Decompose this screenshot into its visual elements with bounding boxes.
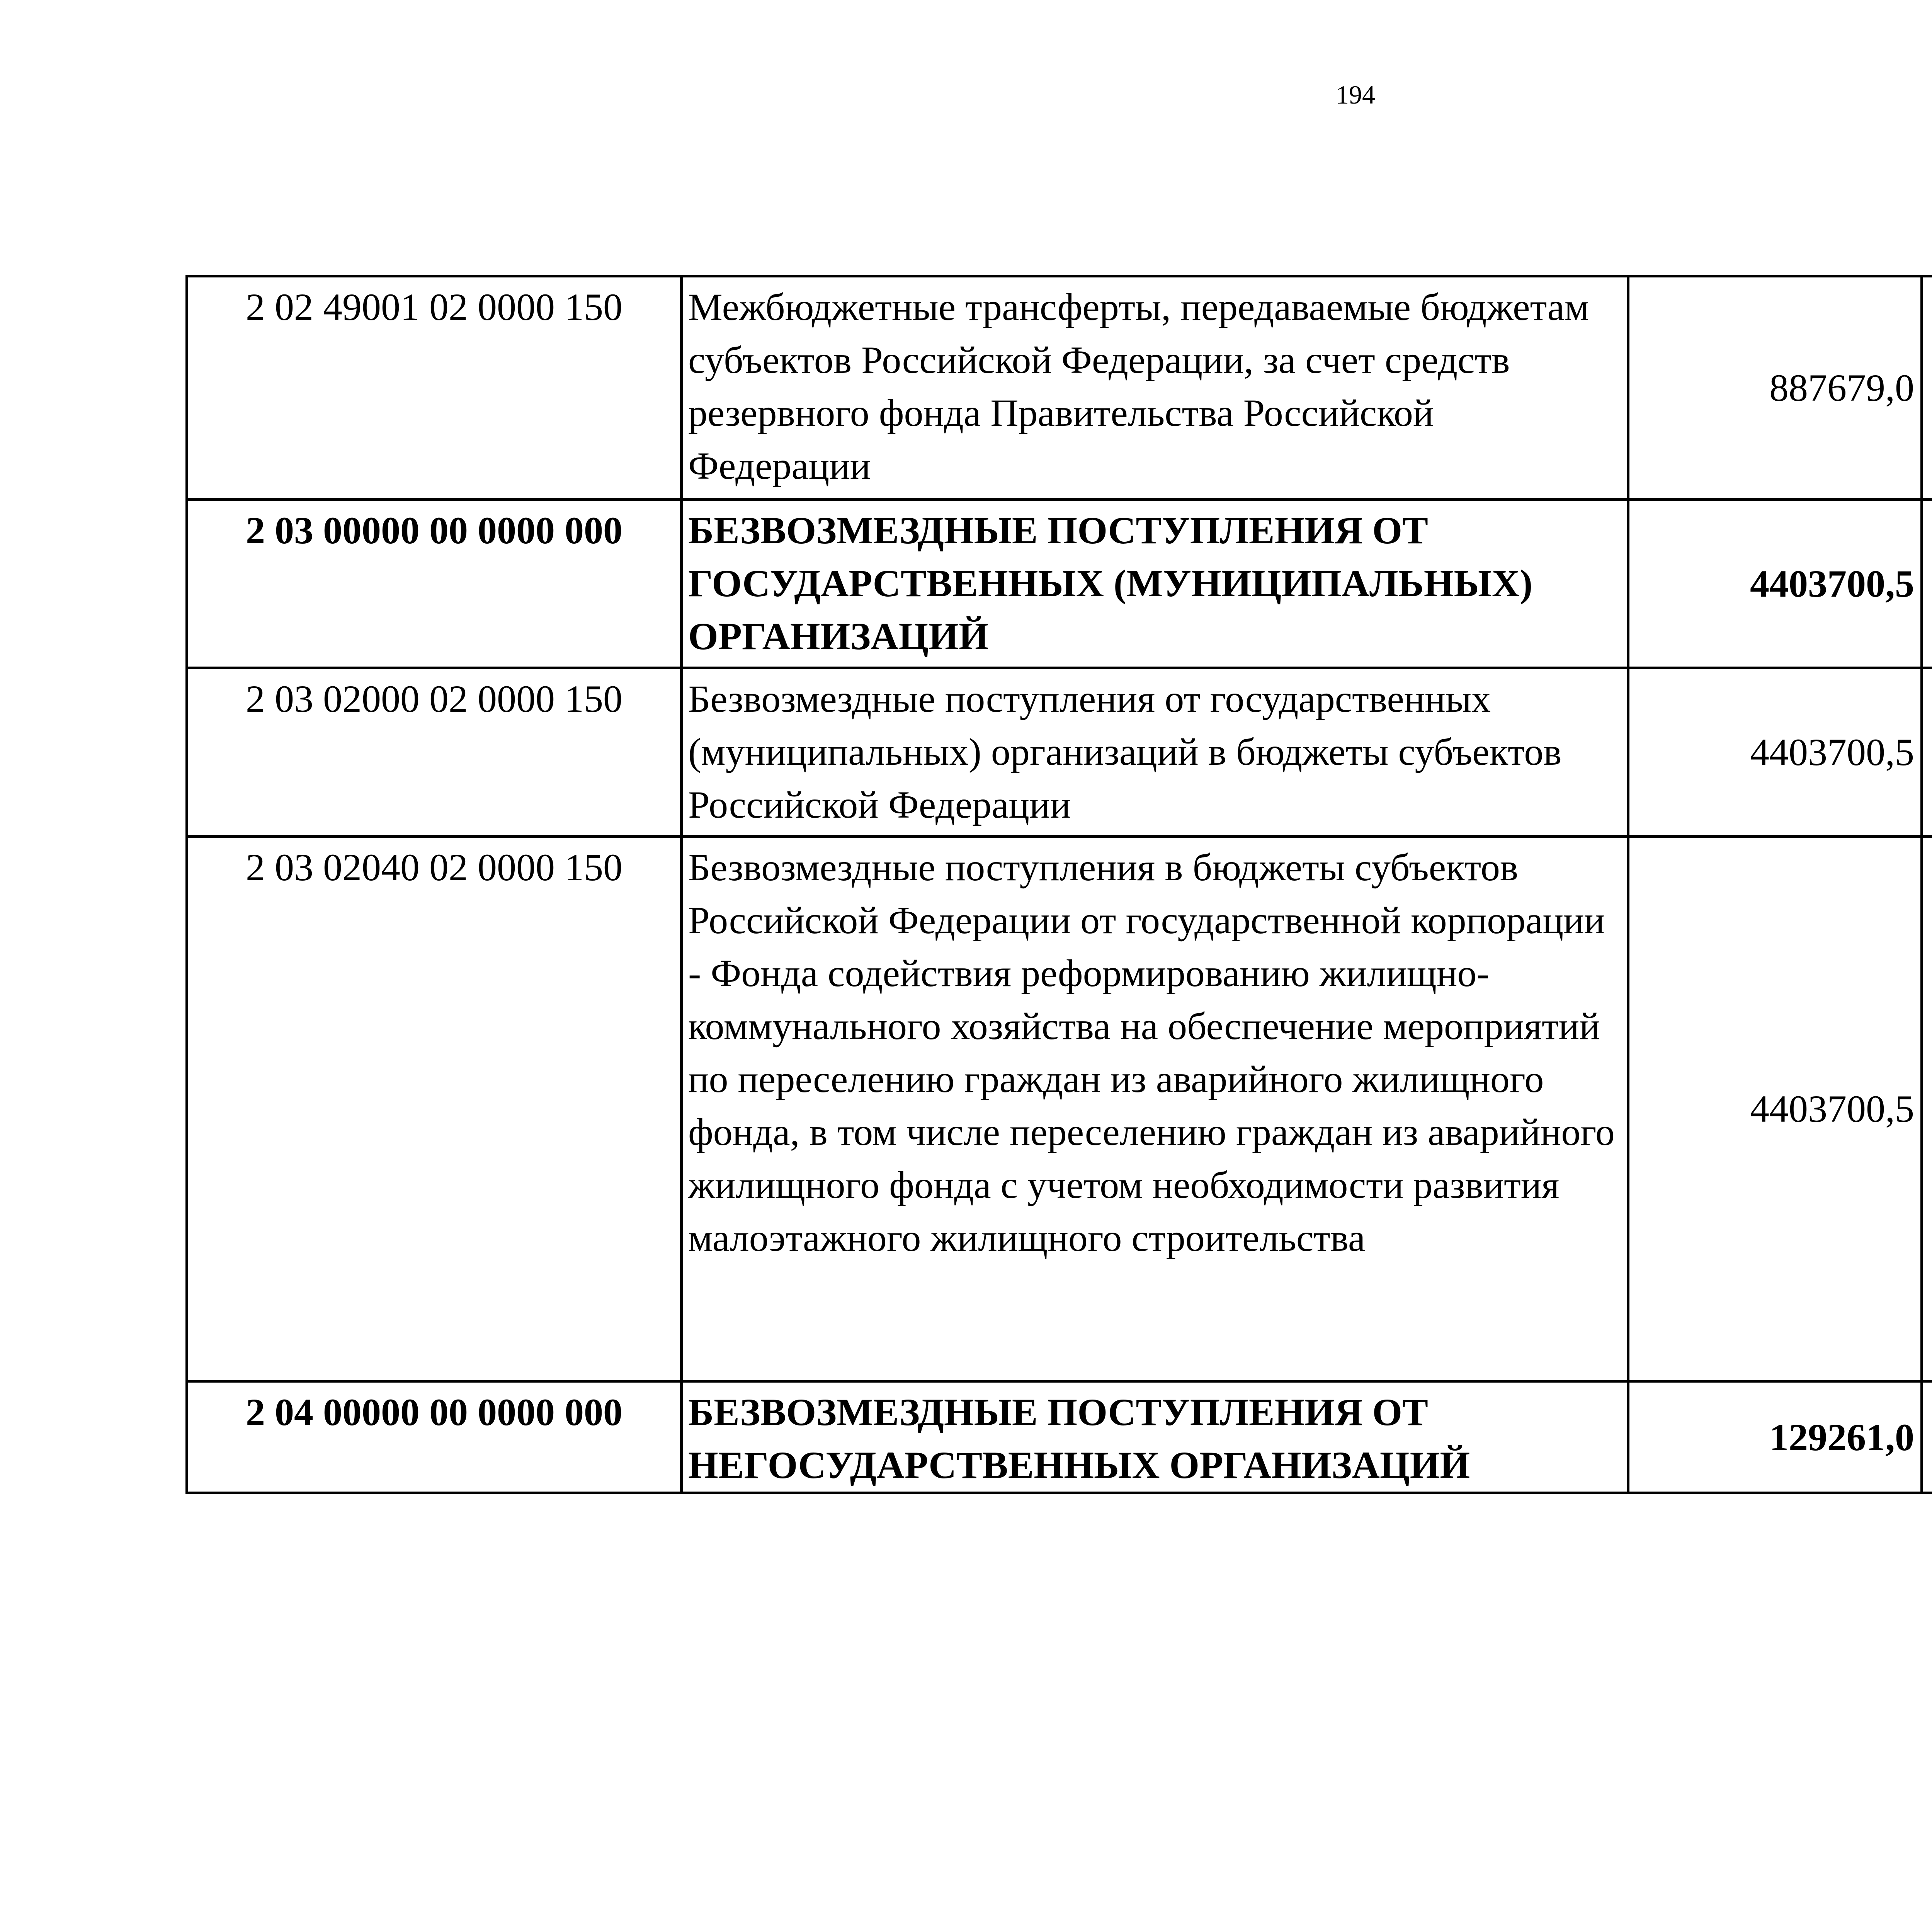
budget-revenue-table: [185, 275, 1932, 1494]
amount-cell-2: [1922, 837, 1932, 1381]
amount-cell-2: [1922, 1381, 1932, 1493]
table-row: [187, 276, 1932, 500]
budget-code-cell: 2 03 00000 00 0000 000: [187, 500, 682, 668]
amount-cell-1: 887679,0: [1628, 276, 1922, 500]
page-number: 194: [1336, 80, 1375, 109]
amount-cell-2: [1922, 276, 1932, 500]
revenue-name-cell: БЕЗВОЗМЕЗДНЫЕ ПОСТУПЛЕНИЯ ОТ НЕГОСУДАРСТВЕННЫХ ОРГАНИЗАЦИЙ: [682, 1381, 1628, 1493]
table-row: [187, 1381, 1932, 1493]
amount-cell-1: 129261,0: [1628, 1381, 1922, 1493]
amount-cell-2: [1922, 668, 1932, 837]
revenue-name-cell: БЕЗВОЗМЕЗДНЫЕ ПОСТУПЛЕНИЯ ОТ ГОСУДАРСТВЕННЫХ (МУНИЦИПАЛЬНЫХ) ОРГАНИЗАЦИЙ: [682, 500, 1628, 668]
budget-code-cell: 2 04 00000 00 0000 000: [187, 1381, 682, 1493]
budget-code-cell: 2 03 02040 02 0000 150: [187, 837, 682, 1381]
budget-code-cell: 2 03 02000 02 0000 150: [187, 668, 682, 837]
amount-cell-1: 4403700,5: [1628, 837, 1922, 1381]
budget-code-cell: 2 02 49001 02 0000 150: [187, 276, 682, 500]
amount-cell-1: 4403700,5: [1628, 668, 1922, 837]
table-row: [187, 500, 1932, 668]
revenue-name-cell: Межбюджетные трансферты, передаваемые бюджетам субъектов Российской Федерации, за счет средств резервного фонда Правительства Российской Федерации: [682, 276, 1628, 500]
amount-cell-1: 4403700,5: [1628, 500, 1922, 668]
revenue-name-cell: Безвозмездные поступления в бюджеты субъектов Российской Федерации от государственной корпорации - Фонда содействия реформированию жилищно-коммунального хозяйства на обеспечение мероприятий по переселению граждан из аварийного жилищного фонда, в том числе переселению граждан из аварийного жилищного фонда с учетом необходимости развития малоэтажного жилищного строительства: [682, 837, 1628, 1381]
revenue-name-cell: Безвозмездные поступления от государственных (муниципальных) организаций в бюджеты субъектов Российской Федерации: [682, 668, 1628, 837]
table-row: [187, 668, 1932, 837]
table-row: [187, 837, 1932, 1381]
amount-cell-2: [1922, 500, 1932, 668]
